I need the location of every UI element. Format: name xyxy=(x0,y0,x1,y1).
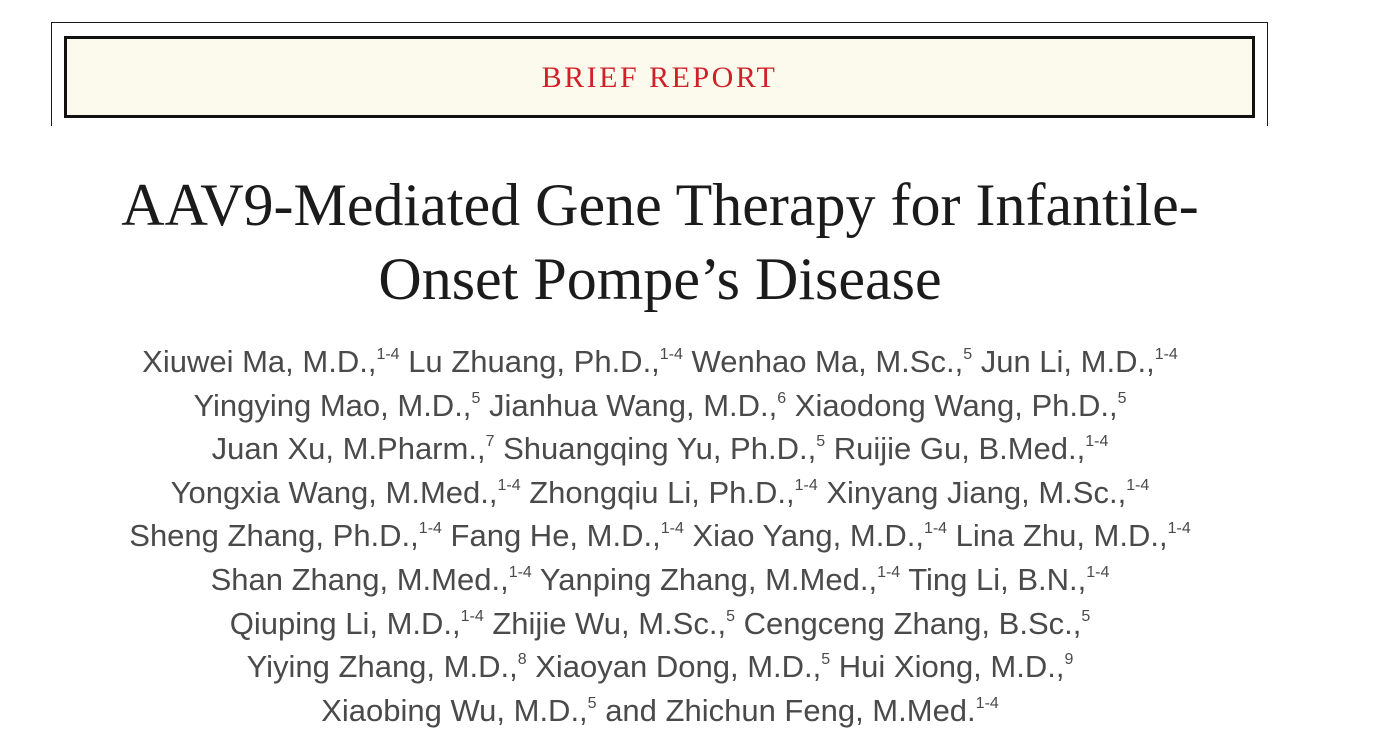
author-affiliation-marker: 5 xyxy=(816,433,826,451)
author-name: Yiying Zhang, M.D., xyxy=(246,649,518,685)
author-list xyxy=(60,340,1260,732)
author-affiliation-marker: 5 xyxy=(471,389,481,407)
author-affiliation-marker: 5 xyxy=(587,694,597,712)
author-affiliation-marker: 1-4 xyxy=(460,607,484,625)
author-affiliation-marker: 1-4 xyxy=(1085,433,1109,451)
author-name: Juan Xu, M.Pharm., xyxy=(211,431,486,467)
author-name: Yingying Mao, M.D., xyxy=(193,387,472,423)
article-title xyxy=(60,168,1260,316)
author-name: Xiaobing Wu, M.D., xyxy=(321,692,588,728)
author-line xyxy=(60,427,1260,471)
author-affiliation-marker: 1-4 xyxy=(418,520,442,538)
author-name: Yanping Zhang, M.Med., xyxy=(531,561,878,597)
author-name: Ting Li, B.N., xyxy=(900,561,1087,597)
author-affiliation-marker: 1-4 xyxy=(660,520,684,538)
author-affiliation-marker: 1-4 xyxy=(877,563,901,581)
author-affiliation-marker: 5 xyxy=(726,607,735,625)
author-line xyxy=(60,384,1260,428)
author-name: Cengceng Zhang, B.Sc., xyxy=(734,605,1082,641)
section-label: BRIEF REPORT xyxy=(541,61,778,94)
author-affiliation-marker: 1-4 xyxy=(1167,520,1191,538)
author-name: Xiuwei Ma, M.D., xyxy=(142,344,377,379)
author-name: Shuangqing Yu, Ph.D., xyxy=(494,431,817,467)
author-affiliation-marker: 1-4 xyxy=(975,694,999,712)
author-name: Ruijie Gu, B.Med., xyxy=(825,431,1086,467)
author-affiliation-marker: 1-4 xyxy=(794,476,818,494)
author-name: Jianhua Wang, M.D., xyxy=(480,387,778,423)
author-name: Xiao Yang, M.D., xyxy=(683,518,924,554)
author-affiliation-marker: 8 xyxy=(517,651,527,669)
author-line xyxy=(60,645,1260,689)
author-name: Jun Li, M.D., xyxy=(972,344,1155,379)
author-name: Yongxia Wang, M.Med., xyxy=(170,474,498,510)
author-affiliation-marker: 1-4 xyxy=(508,563,532,581)
author-affiliation-marker: 1-4 xyxy=(1154,346,1178,363)
author-line xyxy=(60,689,1260,733)
author-affiliation-marker: 1-4 xyxy=(497,476,521,494)
author-name: Qiuping Li, M.D., xyxy=(229,605,461,641)
author-affiliation-marker: 6 xyxy=(777,389,787,407)
author-affiliation-marker: 7 xyxy=(485,433,495,451)
author-affiliation-marker: 5 xyxy=(1081,607,1091,625)
author-affiliation-marker: 1-4 xyxy=(923,520,948,538)
author-name: and Zhichun Feng, M.Med. xyxy=(596,692,976,728)
author-affiliation-marker: 5 xyxy=(1117,389,1127,407)
author-name: Fang He, M.D., xyxy=(441,518,661,554)
author-affiliation-marker: 1-4 xyxy=(1126,476,1150,494)
author-name: Zhijie Wu, M.Sc., xyxy=(483,605,727,641)
author-name: Shan Zhang, M.Med., xyxy=(210,561,509,597)
title-line: Onset Pompe’s Disease xyxy=(378,246,942,312)
author-line xyxy=(60,602,1260,646)
author-line xyxy=(60,471,1260,515)
author-line xyxy=(60,340,1260,384)
author-name: Xiaoyan Dong, M.D., xyxy=(526,649,822,685)
title-line: AAV9-Mediated Gene Therapy for Infantile- xyxy=(121,172,1199,238)
author-name: Xiaodong Wang, Ph.D., xyxy=(786,387,1118,423)
author-affiliation-marker: 5 xyxy=(963,346,973,363)
author-line xyxy=(60,514,1260,558)
author-affiliation-marker: 1-4 xyxy=(659,346,683,363)
author-name: Xinyang Jiang, M.Sc., xyxy=(817,474,1127,510)
author-name: Lu Zhuang, Ph.D., xyxy=(399,344,660,379)
author-name: Wenhao Ma, M.Sc., xyxy=(682,344,964,379)
author-line xyxy=(60,558,1260,602)
author-name: Zhongqiu Li, Ph.D., xyxy=(520,474,795,510)
author-affiliation-marker: 9 xyxy=(1064,651,1074,669)
author-name: Sheng Zhang, Ph.D., xyxy=(129,518,419,554)
author-name: Lina Zhu, M.D., xyxy=(947,518,1168,554)
author-affiliation-marker: 5 xyxy=(821,651,831,669)
author-name: Hui Xiong, M.D., xyxy=(830,649,1065,685)
section-banner xyxy=(64,36,1255,118)
author-affiliation-marker: 1-4 xyxy=(376,346,400,363)
author-affiliation-marker: 1-4 xyxy=(1086,563,1110,581)
